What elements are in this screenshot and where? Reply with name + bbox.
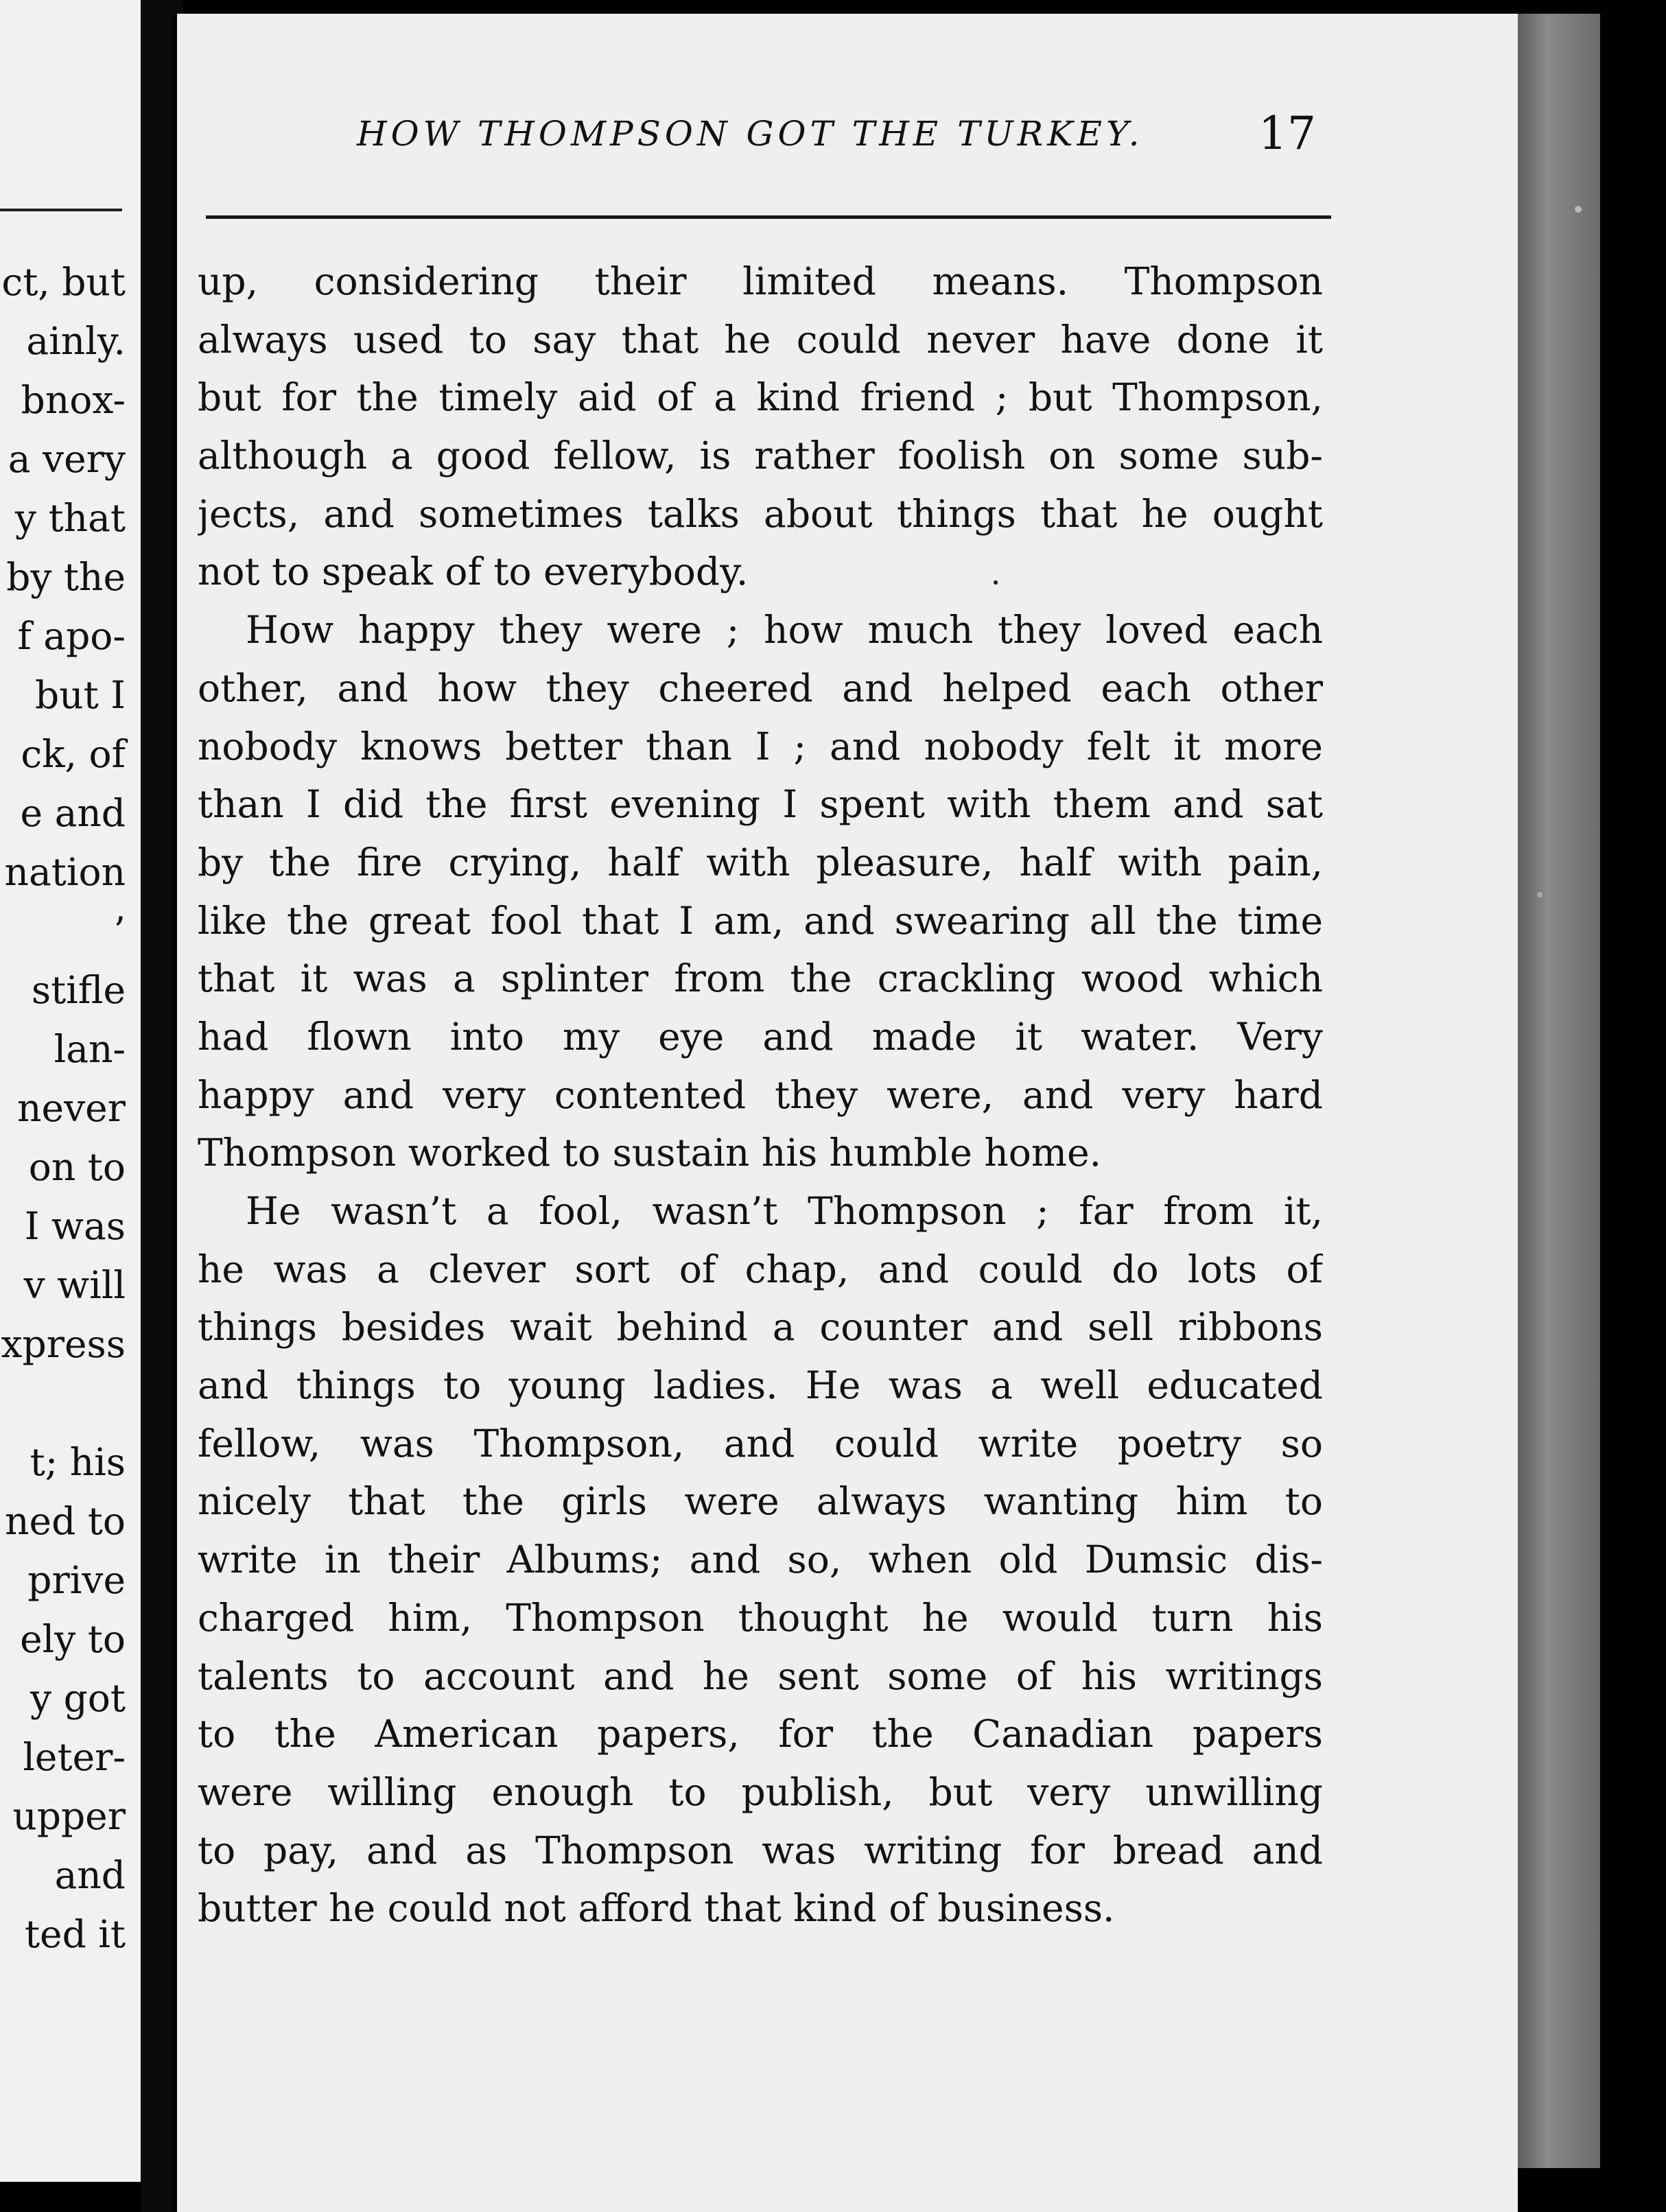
text-line: nicely that the girls were always wanting him to (198, 1479, 1323, 1524)
facing-page-line: ck, of (21, 732, 126, 776)
running-head-title: HOW THOMPSON GOT THE TURKEY. (357, 114, 1144, 154)
text-line: but for the timely aid of a kind friend ; but Thompson, (198, 375, 1323, 420)
header-rule (206, 215, 1331, 219)
text-line: although a good fellow, is rather foolish on some sub- (198, 434, 1323, 478)
text-line: charged him, Thompson thought he would turn his (198, 1595, 1323, 1640)
text-line: How happy they were ; how much they loved each (246, 608, 1323, 652)
text-line: happy and very contented they were, and very hard (198, 1072, 1323, 1117)
facing-page-line: a very (8, 437, 126, 481)
facing-page-line: prive (27, 1558, 126, 1602)
scan-speck (1537, 892, 1542, 897)
text-line: butter he could not afford that kind of business. (198, 1886, 1115, 1931)
text-line: to the American papers, for the Canadian papers (198, 1712, 1323, 1756)
facing-page-line: on to (28, 1145, 126, 1189)
facing-page-line: ned to (5, 1499, 126, 1543)
text-line: were willing enough to publish, but very unwilling (198, 1769, 1323, 1814)
facing-page-line: xpress (1, 1322, 126, 1366)
facing-page-line: f apo- (17, 614, 126, 658)
text-line: talents to account and he sent some of his writings (198, 1654, 1323, 1698)
facing-page-line: y got (30, 1676, 126, 1720)
facing-page-line: never (17, 1086, 126, 1130)
text-line: things besides wait behind a counter and sell ribbons (198, 1305, 1323, 1350)
facing-page-line: ted it (24, 1912, 126, 1956)
facing-page-line: leter- (23, 1735, 126, 1779)
text-line: He wasn’t a fool, wasn’t Thompson ; far from it, (246, 1189, 1323, 1233)
text-line: that it was a splinter from the crackling wood which (198, 956, 1323, 1001)
facing-page-line: t; his (30, 1440, 126, 1484)
text-line: by the fire crying, half with pleasure, half with pain, (198, 840, 1323, 884)
text-line: jects, and sometimes talks about things that he ought (198, 491, 1323, 536)
facing-page-line: ainly. (26, 319, 126, 363)
facing-page-line: nation (4, 850, 126, 894)
text-line: other, and how they cheered and helped each other (198, 666, 1323, 710)
text-line: than I did the first evening I spent with them and sat (198, 782, 1323, 827)
facing-page-line: I was (24, 1204, 126, 1248)
facing-page-line: ely to (20, 1617, 126, 1661)
text-line: he was a clever sort of chap, and could do lots of (198, 1247, 1323, 1291)
page-number: 17 (1258, 107, 1316, 160)
facing-page-line: stifle (31, 968, 126, 1012)
scan-speck (994, 580, 998, 585)
scan-speck (1575, 206, 1582, 213)
text-line: Thompson worked to sustain his humble home. (198, 1131, 1102, 1175)
facing-page-line: but I (35, 673, 126, 717)
facing-page-line: e and (20, 791, 126, 835)
facing-page-line: bnox- (21, 378, 126, 422)
facing-page-rule (0, 209, 122, 211)
facing-page-line: upper (12, 1794, 126, 1838)
facing-page-line: ’ (113, 909, 126, 953)
facing-page-text (1, 252, 126, 1964)
text-line: fellow, was Thompson, and could write poetry so (198, 1421, 1323, 1466)
text-line: like the great fool that I am, and swearing all the time (198, 898, 1323, 943)
facing-page-line (1, 1374, 126, 1433)
running-head (185, 108, 1352, 170)
facing-page-line: and (54, 1853, 126, 1897)
page-edge-shadow (1518, 14, 1600, 2168)
facing-page-line: v will (23, 1263, 126, 1307)
body-text (198, 252, 1330, 1938)
text-line: to pay, and as Thompson was writing for bread and (198, 1828, 1323, 1872)
paragraph (198, 1182, 1330, 1938)
paragraph (198, 252, 1330, 601)
facing-page-line: lan- (54, 1027, 126, 1071)
facing-page-line: y that (15, 496, 126, 540)
text-line: always used to say that he could never have done it (198, 317, 1323, 362)
text-line: up, considering their limited means. Thompson (198, 259, 1323, 303)
text-line: nobody knows better than I ; and nobody felt it more (198, 724, 1323, 768)
text-line: write in their Albums; and so, when old Dumsic dis- (198, 1538, 1323, 1582)
facing-page-line: by the (6, 555, 126, 599)
facing-page-line: ct, but (1, 260, 126, 304)
text-line: not to speak of to everybody. (198, 550, 749, 594)
paragraph (198, 601, 1330, 1182)
text-line: and things to young ladies. He was a well educated (198, 1363, 1323, 1408)
facing-page-fragment (0, 0, 141, 2182)
text-line: had flown into my eye and made it water. Very (198, 1014, 1323, 1059)
